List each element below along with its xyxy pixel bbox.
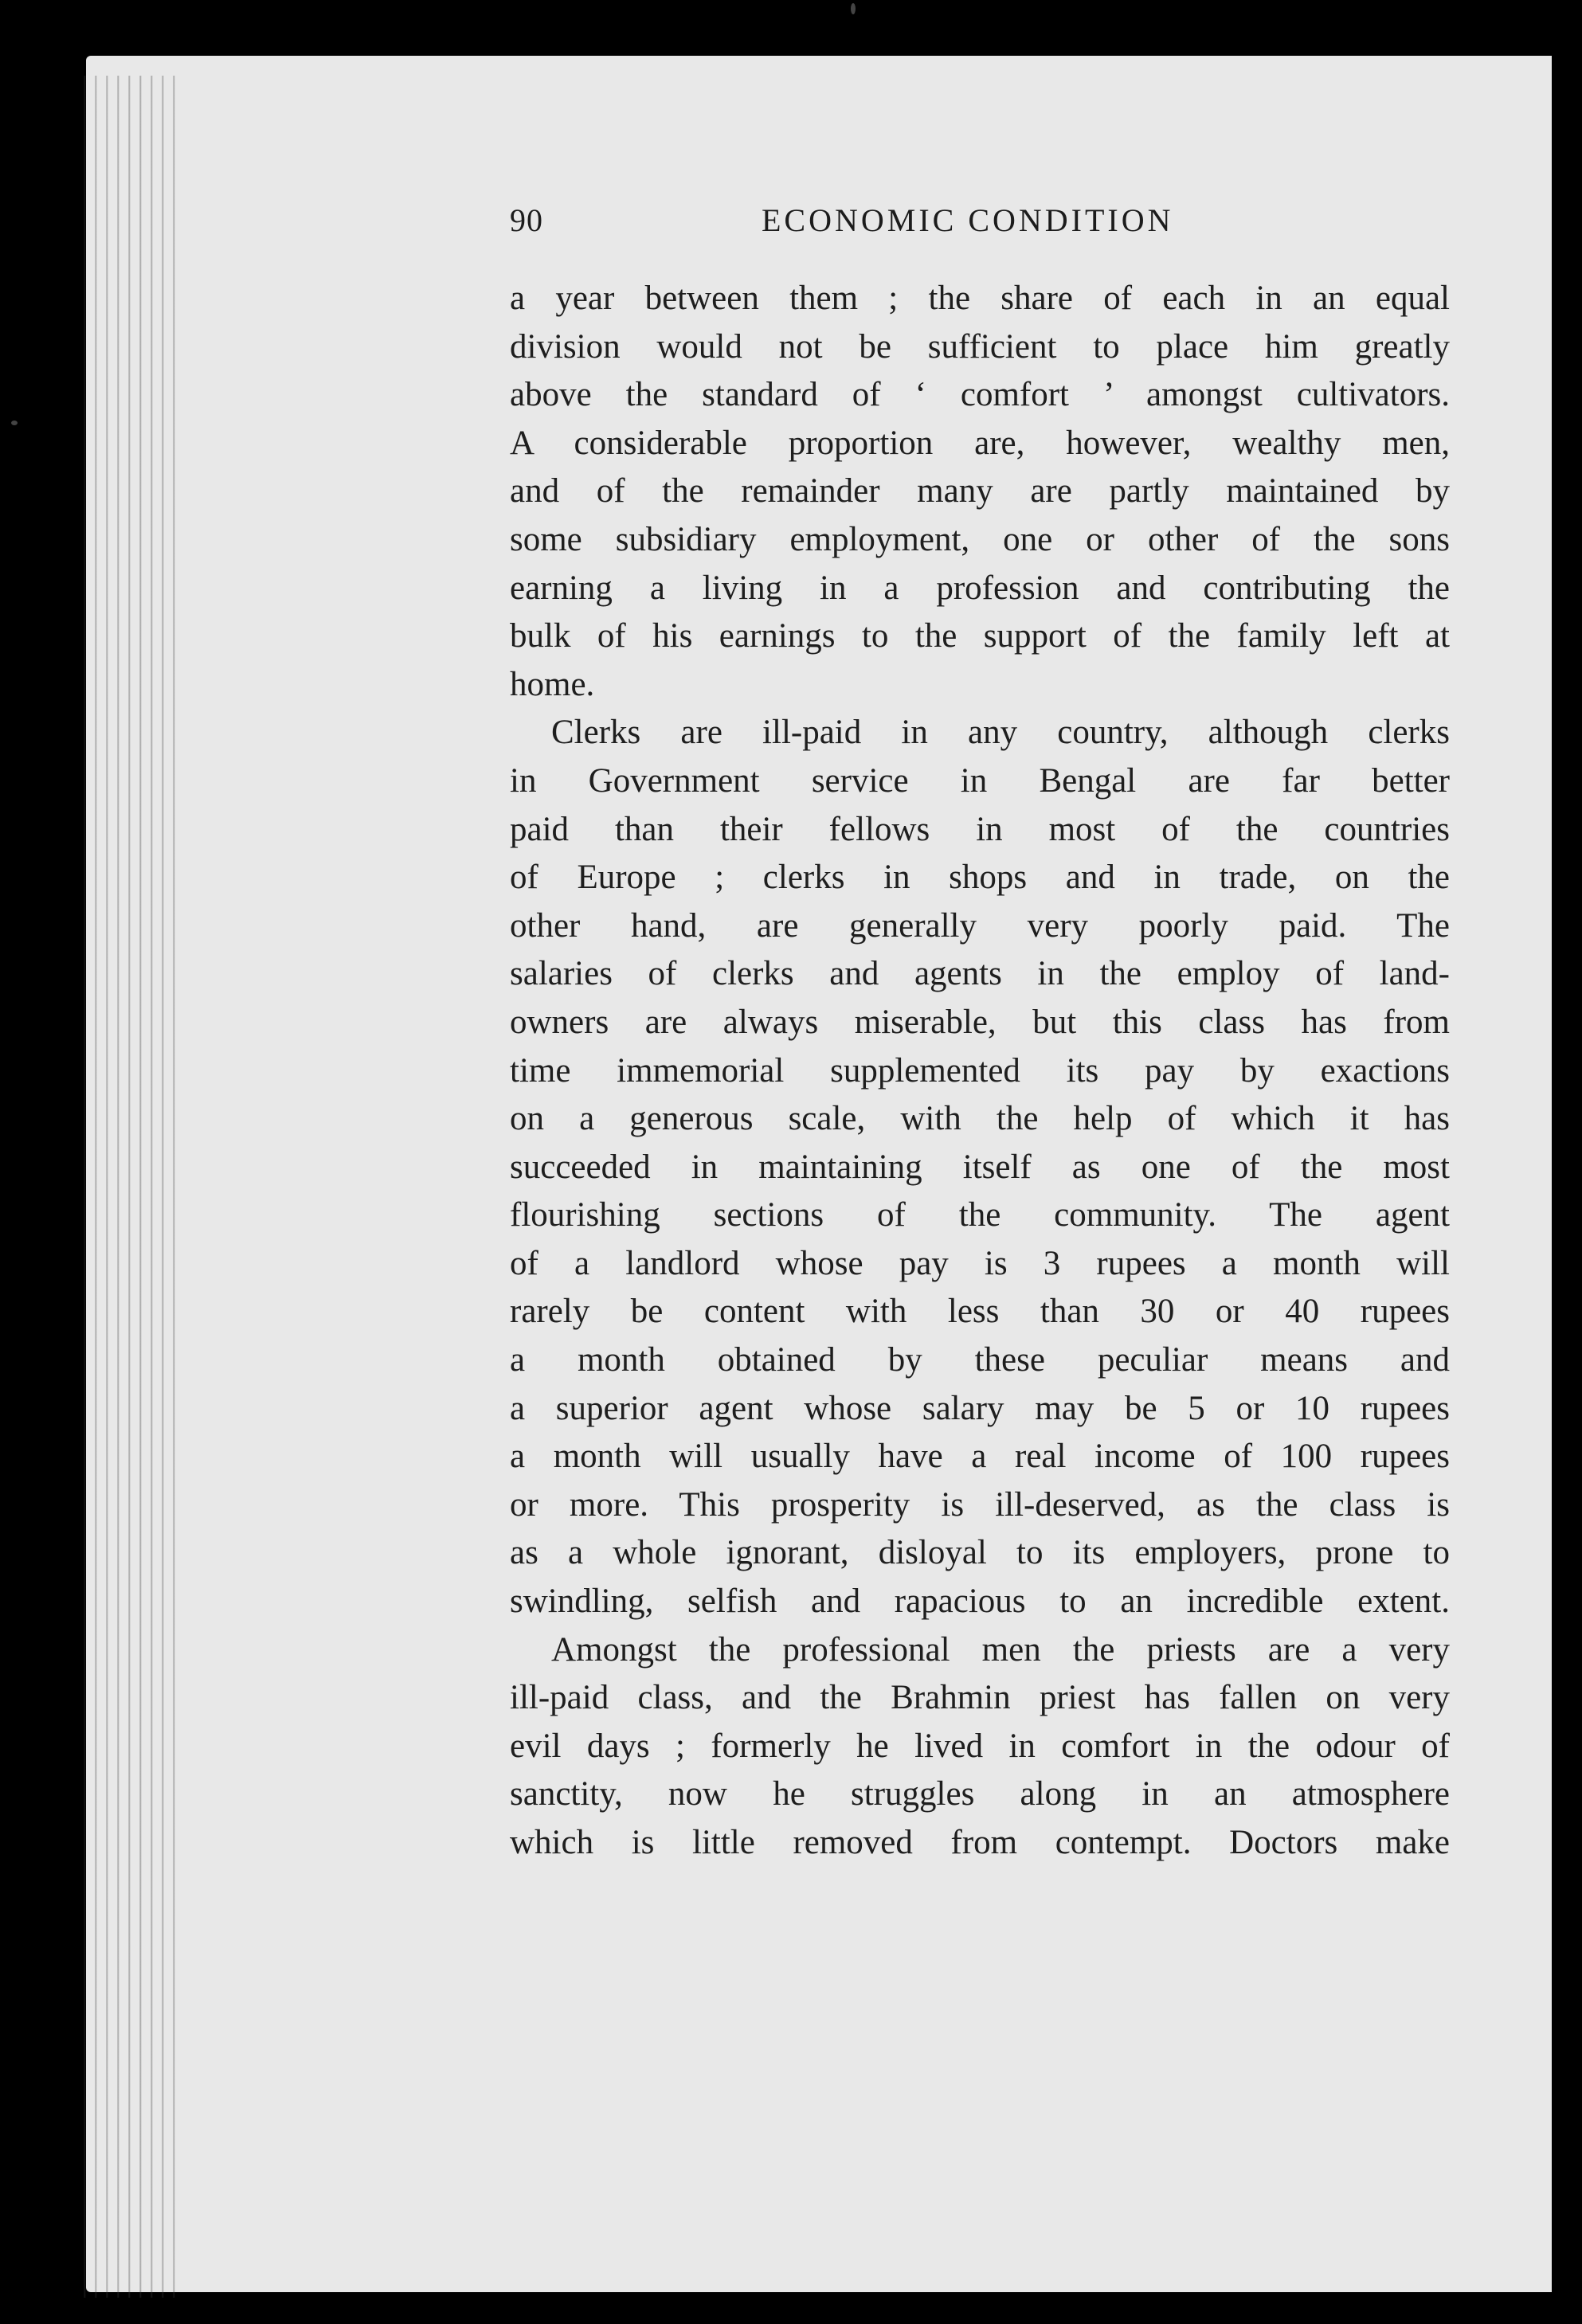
text-line: Clerks are ill-paid in any country, although clerks bbox=[551, 714, 1450, 752]
text-line: a superior agent whose salary may be 5 or 10 rupees bbox=[510, 1389, 1450, 1427]
text-line: a year between them ; the share of each in an equal bbox=[510, 280, 1450, 317]
running-head: ECONOMIC CONDITION bbox=[762, 202, 1174, 238]
paragraph bbox=[510, 1626, 1450, 1868]
page-edge-stack bbox=[80, 76, 183, 2298]
text-line: rarely be content with less than 30 or 40 rupees bbox=[510, 1293, 1450, 1331]
text-line: above the standard of ‘ comfort ’ amongst cultivators. bbox=[510, 376, 1450, 414]
page-header bbox=[510, 201, 1450, 246]
text-line: A considerable proportion are, however, wealthy men, bbox=[510, 424, 1450, 462]
paragraph bbox=[510, 709, 1450, 1626]
text-line: as a whole ignorant, disloyal to its employers, prone to bbox=[510, 1534, 1450, 1572]
text-line: time immemorial supplemented its pay by exactions bbox=[510, 1051, 1450, 1090]
text-line: a month will usually have a real income of 100 rupees bbox=[510, 1438, 1450, 1476]
scan-speck bbox=[851, 3, 856, 14]
text-line: swindling, selfish and rapacious to an incredible extent. bbox=[510, 1583, 1450, 1621]
text-line: which is little removed from contempt. Doctors make bbox=[510, 1824, 1450, 1861]
text-line: Amongst the professional men the priests are a very bbox=[551, 1630, 1450, 1669]
text-line: other hand, are generally very poorly paid. The bbox=[510, 906, 1450, 945]
text-line: of a landlord whose pay is 3 rupees a month will bbox=[510, 1244, 1450, 1282]
text-line: evil days ; formerly he lived in comfort in the odour of bbox=[510, 1727, 1450, 1765]
text-line: in Government service in Bengal are far better bbox=[510, 761, 1450, 800]
text-line: flourishing sections of the community. The agent bbox=[510, 1196, 1450, 1234]
text-line: salaries of clerks and agents in the employ of land- bbox=[510, 955, 1450, 993]
text-line: bulk of his earnings to the support of the family left at bbox=[510, 617, 1450, 655]
paragraph bbox=[510, 275, 1450, 709]
text-line: sanctity, now he struggles along in an atmosphere bbox=[510, 1775, 1450, 1813]
text-line: or more. This prosperity is ill-deserved, as the class is bbox=[510, 1485, 1450, 1524]
text-line: some subsidiary employment, one or other of the sons bbox=[510, 520, 1450, 558]
text-line: succeeded in maintaining itself as one of the most bbox=[510, 1148, 1450, 1186]
scan-border-right bbox=[1553, 48, 1582, 2310]
page-number: 90 bbox=[510, 202, 543, 238]
text-line: and of the remainder many are partly maintained by bbox=[510, 472, 1450, 511]
text-line: division would not be sufficient to place him greatly bbox=[510, 327, 1450, 366]
text-line: on a generous scale, with the help of which it has bbox=[510, 1100, 1450, 1138]
scan-speck bbox=[11, 421, 18, 425]
body-text bbox=[510, 275, 1450, 1868]
text-line: home. bbox=[510, 665, 595, 703]
text-line: ill-paid class, and the Brahmin priest has fallen on very bbox=[510, 1679, 1450, 1717]
text-line: paid than their fellows in most of the countries bbox=[510, 810, 1450, 848]
text-line: owners are always miserable, but this class has from bbox=[510, 1003, 1450, 1041]
text-line: earning a living in a profession and contributing the bbox=[510, 569, 1450, 607]
text-line: a month obtained by these peculiar means and bbox=[510, 1341, 1450, 1379]
text-line: of Europe ; clerks in shops and in trade, on the bbox=[510, 859, 1450, 897]
